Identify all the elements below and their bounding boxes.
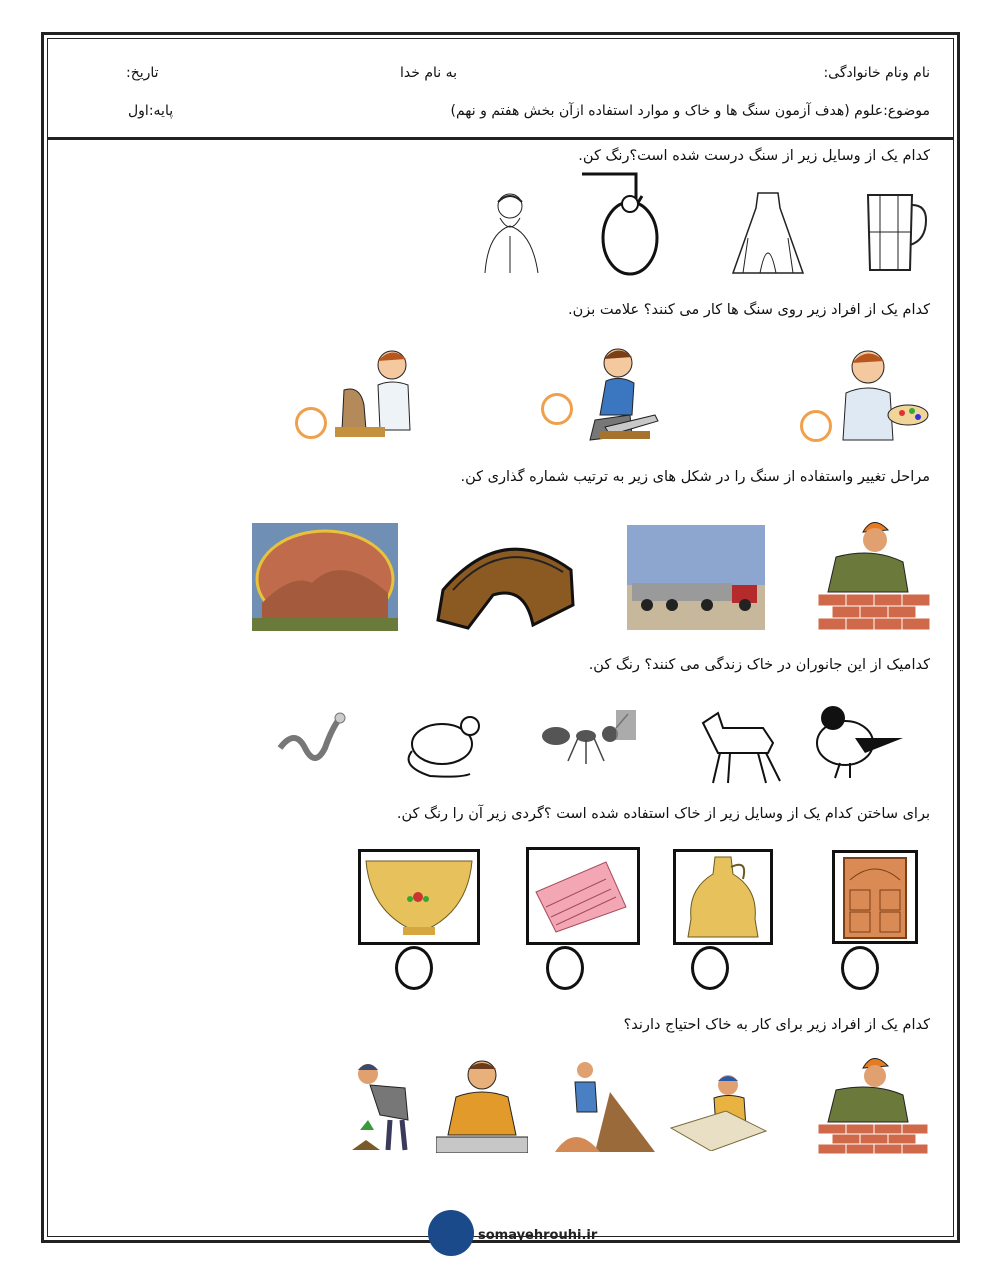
jug-icon	[673, 849, 773, 945]
site-logo-icon	[428, 1210, 474, 1256]
header-divider	[47, 137, 954, 140]
ant-icon	[538, 706, 640, 768]
question-2: کدام یک از افراد زیر روی سنگ ها کار می کنند؟ علامت بزن.	[567, 302, 930, 318]
bowl-icon	[358, 849, 480, 945]
mouse-icon	[400, 706, 492, 780]
subject-line: موضوع:علوم (هدف آزمون سنگ ها و خاک و موارد استفاده ازآن بخش هفتم و نهم)	[450, 103, 930, 119]
deer-icon	[688, 703, 786, 785]
date-label: تاریخ:	[126, 65, 159, 81]
azadi-tower-icon	[728, 188, 808, 276]
bricklayer-icon-2	[818, 1050, 928, 1154]
potter-icon	[666, 1073, 770, 1151]
question-5: برای ساختن کدام یک از وسایل زیر از خاک استفاده شده است ؟گردی زیر آن را رنگ کن.	[396, 806, 930, 822]
office-worker-icon	[436, 1055, 528, 1153]
gardener-icon	[350, 1060, 422, 1152]
door-icon	[832, 850, 918, 944]
answer-circle-carpenter[interactable]	[541, 393, 573, 425]
bird-icon	[805, 698, 905, 783]
glass-icon	[860, 190, 930, 275]
answer-circle-bowl[interactable]	[395, 946, 433, 990]
carpenter-boy-icon	[570, 345, 662, 445]
question-4: کدامیک از این جانوران در خاک زندگی می کنند؟ رنگ کن.	[588, 657, 930, 673]
name-label: نام ونام خانوادگی:	[823, 65, 930, 81]
old-man-icon	[470, 188, 545, 276]
stone-bridge-icon	[433, 530, 581, 630]
answer-circle-jug[interactable]	[691, 946, 729, 990]
answer-circle-painter[interactable]	[800, 410, 832, 442]
snake-icon	[270, 708, 348, 776]
comb-icon	[526, 847, 640, 945]
miner-icon	[555, 1052, 655, 1152]
answer-circle-comb[interactable]	[546, 946, 584, 990]
question-1: کدام یک از وسایل زیر از سنگ درست شده است؟رنگ کن.	[578, 148, 930, 164]
question-6: کدام یک از افراد زیر برای کار به خاک احتیاج دارند؟	[623, 1017, 930, 1033]
painter-boy-icon	[828, 345, 930, 445]
ring-icon	[578, 170, 668, 278]
answer-circle-sculptor[interactable]	[295, 407, 327, 439]
sculptor-boy-icon	[330, 345, 425, 440]
grade-label: پایه:اول	[128, 103, 174, 119]
site-url[interactable]: somayehrouhi.ir	[478, 1228, 598, 1243]
bismillah: به نام خدا	[400, 65, 458, 81]
question-3: مراحل تغییر واستفاده از سنگ را در شکل های زیر به ترتیب شماره گذاری کن.	[460, 469, 930, 485]
truck-icon	[627, 525, 765, 630]
bricklayer-icon	[818, 512, 930, 630]
answer-circle-door[interactable]	[841, 946, 879, 990]
mountain-icon	[252, 523, 398, 631]
